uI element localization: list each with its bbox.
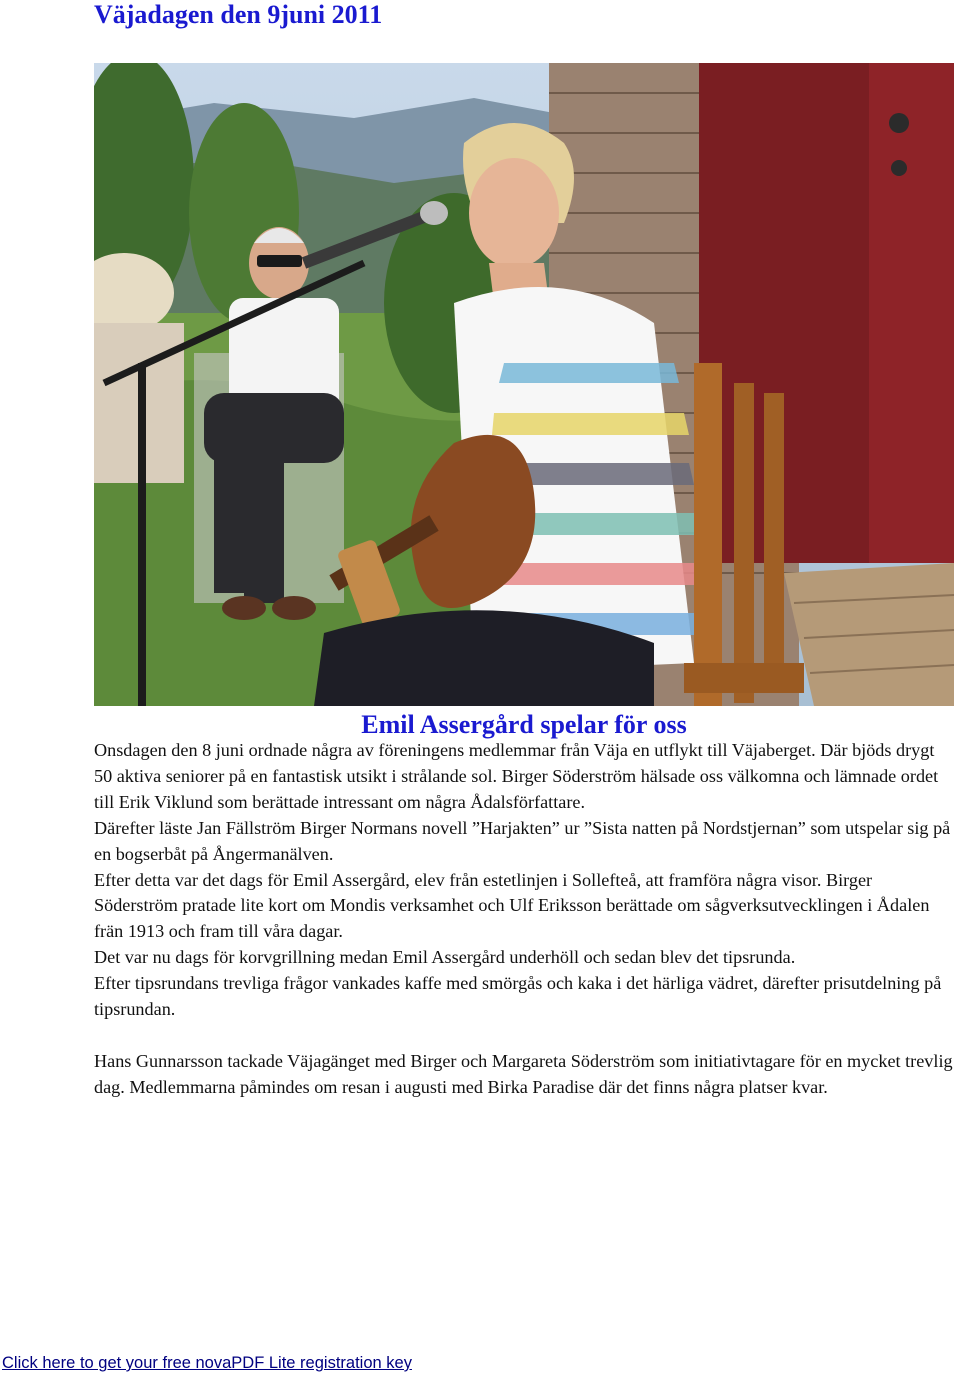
paragraph: Onsdagen den 8 juni ordnade några av föreningens medlemmar från Väja en utflykt till Väjaberget. Där bjöds drygt 50 aktiva seniorer på en fantastisk utsikt i strålande sol. Birger Söderström hälsade oss välkomna och lämnade ordet till Erik Viklund som berättade intressant om några Ådalsförfattare. — [94, 740, 939, 812]
paragraph: Därefter läste Jan Fällström Birger Normans novell ”Harjakten” ur ”Sista natten på Nordstjernan” som utspelar sig på en bogserbåt på Ångermanälven. — [94, 817, 951, 864]
photo-caption: Emil Assergård spelar för oss — [361, 710, 687, 739]
paragraph: Det var nu dags för korvgrillning medan Emil Assergård underhöll och sedan blev det tipsrunda. — [94, 947, 796, 968]
article-body — [94, 738, 956, 1101]
page-title: Väjadagen den 9juni 2011 — [94, 0, 383, 29]
registration-key-link[interactable]: Click here to get your free novaPDF Lite registration key — [2, 1354, 412, 1372]
paragraph: Efter detta var det dags för Emil Assergård, elev från estetlinjen i Sollefteå, att framföra några visor. Birger Söderström pratade lite kort om Mondis verksamhet och Ulf Eriksson berättade om sågverksutvecklingen i Ådalen frän 1913 och fram till våra dagar. — [94, 869, 930, 942]
closing-paragraph: Hans Gunnarsson tackade Väjagänget med Birger och Margareta Söderström som initiativtagare för en mycket trevlig dag. Medlemmarna påmindes om resan i augusti med Birka Paradise där det finns några platser kvar. — [94, 1050, 953, 1097]
paragraph-spacer — [94, 1023, 956, 1049]
paragraph: Efter tipsrundans trevliga frågor vankades kaffe med smörgås och kaka i det härliga vädret, därefter prisutdelning på tipsrundan. — [94, 973, 942, 1020]
event-photo — [94, 63, 954, 706]
